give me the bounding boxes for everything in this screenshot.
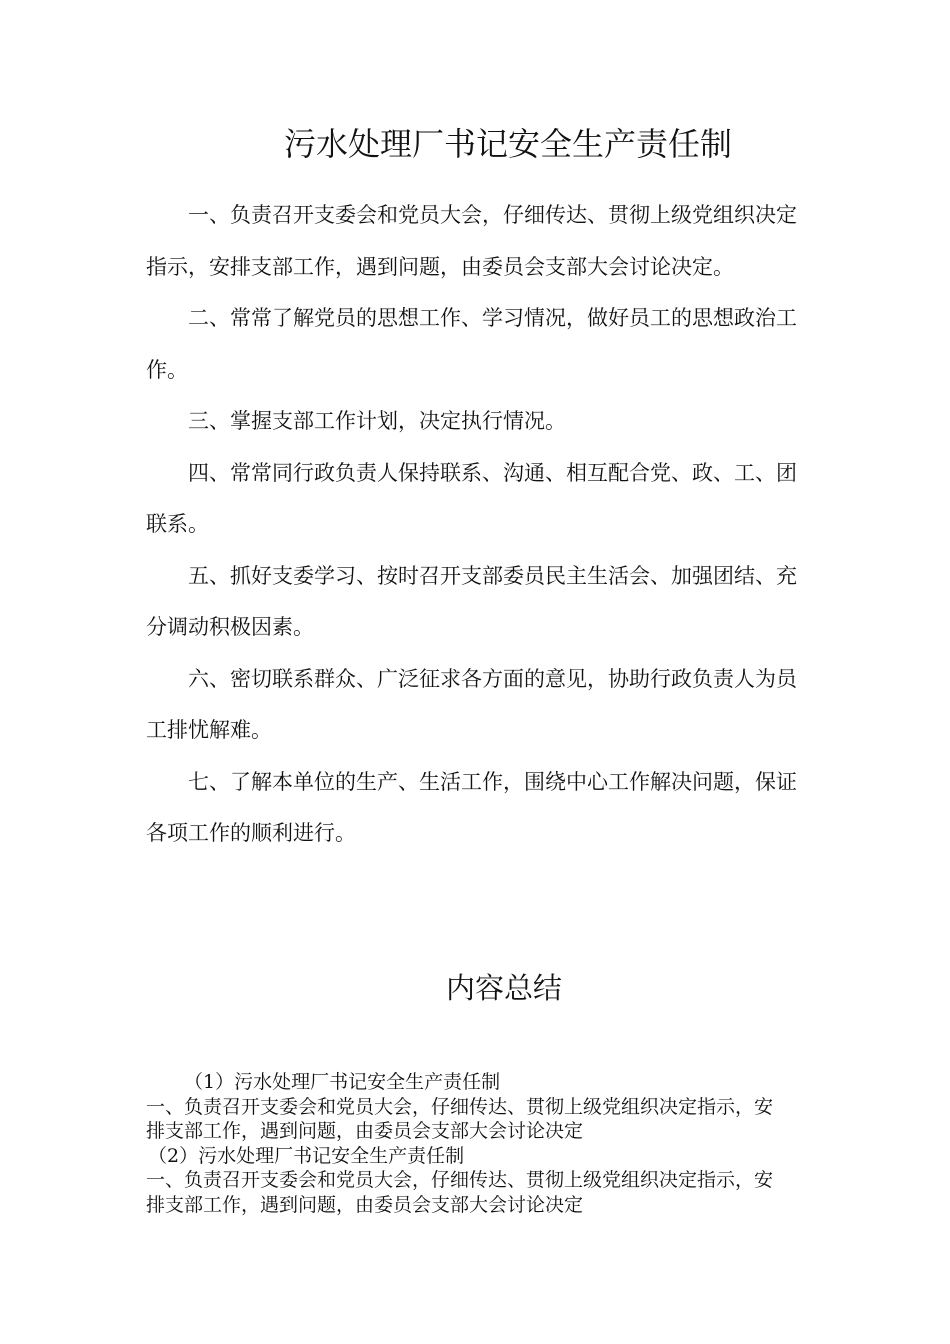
paragraph-6: 六、密切联系群众、广泛征求各方面的意见，协助行政负责人为员工排忧解难。 [146, 666, 797, 742]
paragraph-2: 二、常常了解党员的思想工作、学习情况，做好员工的思想政治工作。 [146, 306, 797, 382]
summary-entry-title-1: （1）污水处理厂书记安全生产责任制 [184, 1071, 501, 1093]
paragraph-3: 三、掌握支部工作计划，决定执行情况。 [188, 409, 566, 433]
summary-section [146, 1070, 786, 1217]
paragraph-1: 一、负责召开支委会和党员大会，仔细传达、贯彻上级党组织决定指示，安排支部工作，遇到问题，由委员会支部大会讨论决定。 [146, 203, 797, 279]
document-body [146, 190, 801, 860]
summary-entry-text-1: 一、负责召开支委会和党员大会，仔细传达、贯彻上级党组织决定指示，安排支部工作，遇到问题，由委员会支部大会讨论决定 [146, 1095, 774, 1142]
summary-entry-title-2: （2）污水处理厂书记安全生产责任制 [148, 1144, 465, 1167]
paragraph-5: 五、抓好支委学习、按时召开支部委员民主生活会、加强团结、充分调动积极因素。 [146, 563, 797, 639]
paragraph-4: 四、常常同行政负责人保持联系、沟通、相互配合党、政、工、团联系。 [146, 460, 797, 536]
summary-entry-text-2: 一、负责召开支委会和党员大会，仔细传达、贯彻上级党组织决定指示，安排支部工作，遇到问题，由委员会支部大会讨论决定 [146, 1169, 774, 1216]
summary-heading: 内容总结 [445, 971, 562, 1005]
paragraph-7: 七、了解本单位的生产、生活工作，围绕中心工作解决问题，保证各项工作的顺利进行。 [146, 769, 797, 845]
document-title: 污水处理厂书记安全生产责任制 [283, 125, 732, 163]
